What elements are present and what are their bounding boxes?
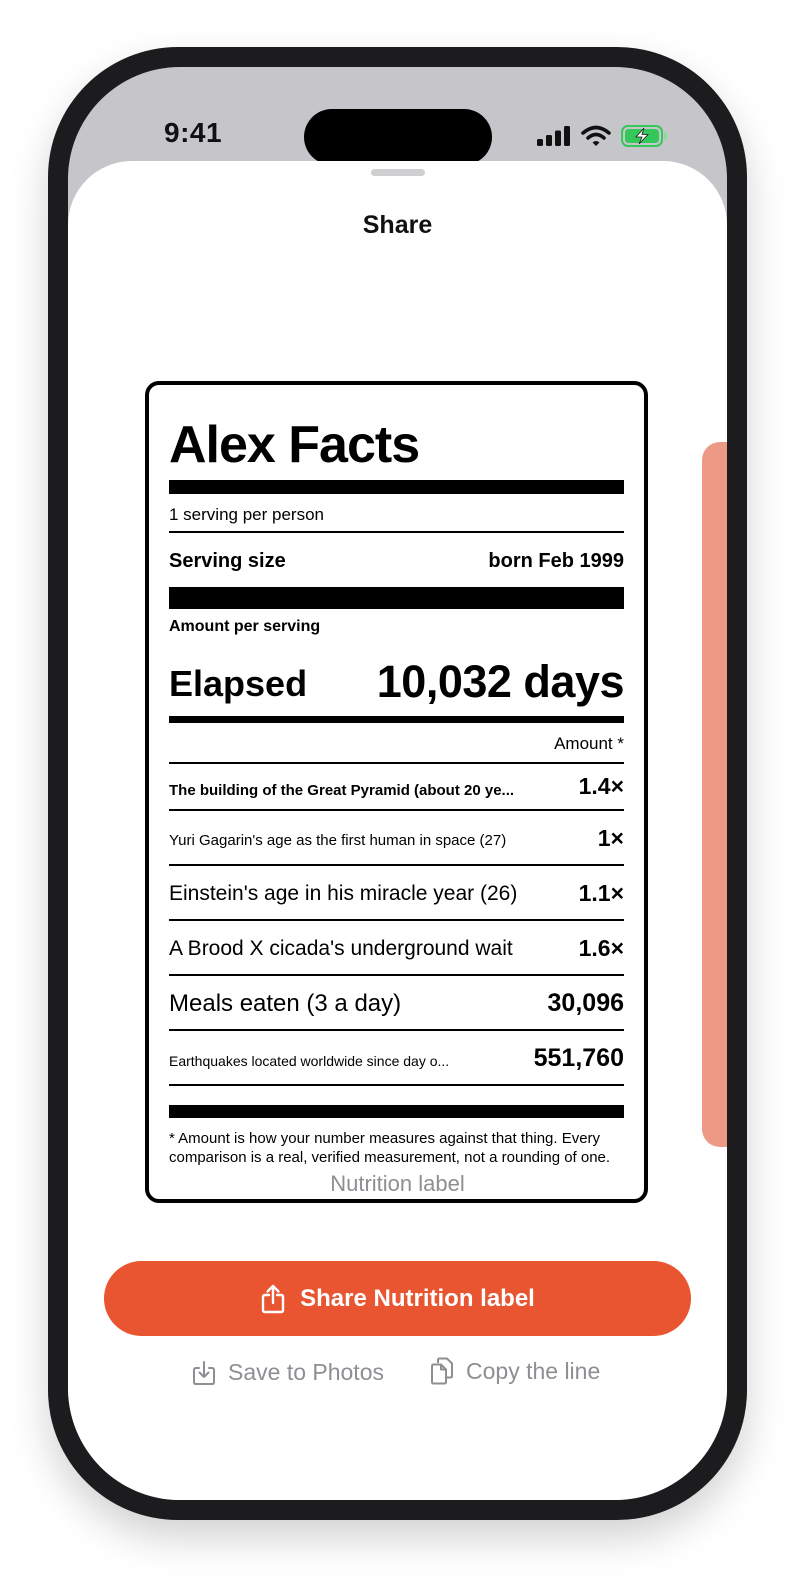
table-row-value: 1.6× xyxy=(578,935,624,961)
table-row-value: 1× xyxy=(597,825,624,851)
divider xyxy=(169,1029,624,1031)
copy-line-button[interactable] xyxy=(430,1357,600,1385)
share-button[interactable] xyxy=(104,1261,691,1336)
share-sheet xyxy=(68,161,727,1500)
amount-per-serving: Amount per serving xyxy=(169,618,321,635)
save-to-photos-button[interactable] xyxy=(192,1359,384,1386)
card-caption: Nutrition label xyxy=(330,1171,465,1196)
screen xyxy=(68,67,727,1500)
divider xyxy=(169,864,624,866)
copy-icon xyxy=(430,1357,454,1385)
label-title: Alex Facts xyxy=(169,416,420,474)
elapsed-label: Elapsed xyxy=(169,663,308,704)
wifi-icon xyxy=(581,125,611,147)
thick-rule xyxy=(169,480,624,494)
divider xyxy=(169,762,624,764)
table-row-label: Earthquakes located worldwide since day o... xyxy=(169,1053,450,1069)
table-row-value: 551,760 xyxy=(533,1044,624,1072)
table-row-value: 30,096 xyxy=(547,989,624,1017)
divider xyxy=(169,1084,624,1086)
battery-charging-icon xyxy=(621,125,669,147)
amount-header: Amount * xyxy=(554,734,624,753)
share-icon xyxy=(260,1284,286,1314)
divider xyxy=(169,919,624,921)
sheet-grabber[interactable] xyxy=(371,169,425,176)
divider xyxy=(169,531,624,533)
divider xyxy=(169,809,624,811)
thick-rule xyxy=(169,587,624,609)
table-row-label: Yuri Gagarin's age as the first human in space (27) xyxy=(169,832,507,849)
table-row-label: Meals eaten (3 a day) xyxy=(169,990,402,1017)
thick-rule xyxy=(169,1105,624,1118)
footnote: * Amount is how your number measures against that thing. Every comparison is a real, verified measurement, not a rounding of one. xyxy=(169,1130,611,1166)
save-to-photos-icon xyxy=(192,1360,216,1386)
table-row-value: 1.1× xyxy=(578,880,624,906)
nutrition-label-card[interactable] xyxy=(145,381,648,1203)
status-time: 9:41 xyxy=(164,117,223,148)
table-row-label: Einstein's age in his miracle year (26) xyxy=(169,882,518,905)
servings-line: 1 serving per person xyxy=(169,505,324,524)
table-row-label: The building of the Great Pyramid (about 20 ye... xyxy=(169,782,515,799)
status-icons xyxy=(537,125,669,147)
copy-line-label: Copy the line xyxy=(466,1357,601,1384)
serving-size-label: Serving size xyxy=(169,550,286,572)
divider xyxy=(169,974,624,976)
save-to-photos-label: Save to Photos xyxy=(228,1359,384,1385)
phone-frame xyxy=(48,47,747,1520)
table-row-value: 1.4× xyxy=(578,773,624,799)
table-row-label: A Brood X cicada's underground wait xyxy=(169,937,513,960)
next-card-peek[interactable] xyxy=(702,442,727,1147)
medium-rule xyxy=(169,716,624,723)
sheet-title: Share xyxy=(362,211,433,239)
share-button-label: Share Nutrition label xyxy=(300,1284,535,1312)
dynamic-island xyxy=(304,109,492,165)
serving-size-value: born Feb 1999 xyxy=(488,550,624,572)
cellular-signal-icon xyxy=(537,126,571,146)
elapsed-value: 10,032 days xyxy=(376,656,624,707)
